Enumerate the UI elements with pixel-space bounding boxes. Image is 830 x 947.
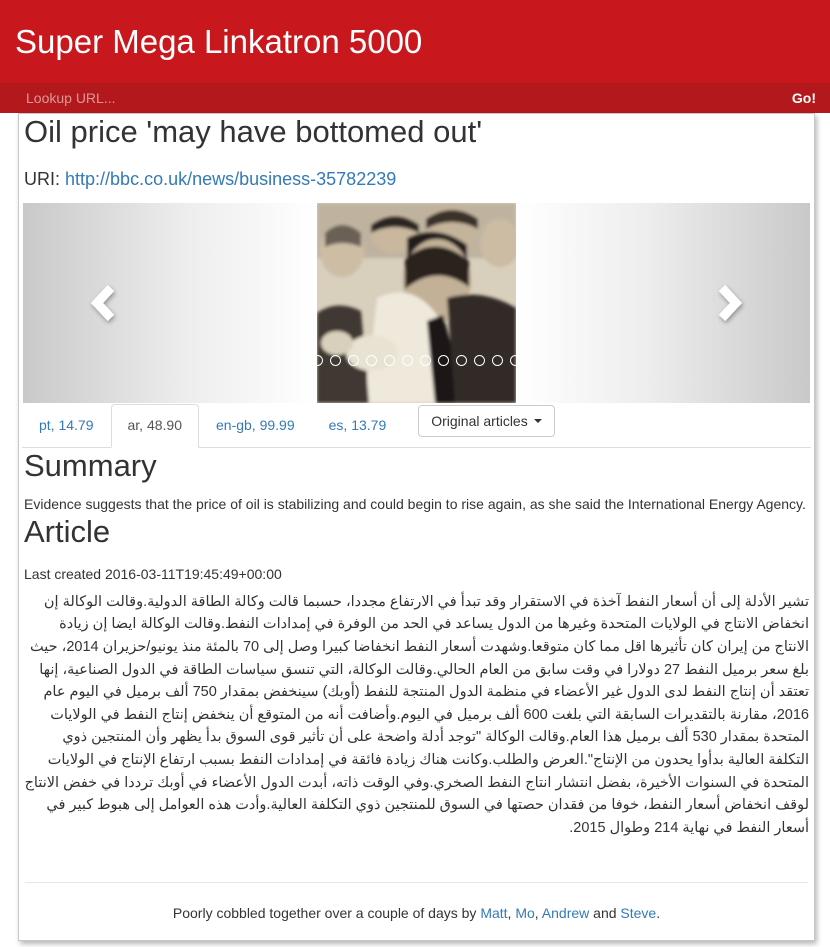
original-articles-label: Original articles: [431, 413, 528, 429]
language-tabs: [22, 404, 811, 448]
footer-divider: [25, 882, 808, 883]
footer-separator: ,: [507, 905, 516, 922]
footer-credits: [22, 905, 811, 921]
chevron-right-icon: [716, 283, 744, 323]
carousel-dot[interactable]: [312, 355, 323, 366]
url-lookup-input[interactable]: [18, 90, 776, 106]
original-articles-dropdown[interactable]: [418, 405, 554, 437]
carousel-dot[interactable]: [366, 355, 377, 366]
footer-prefix: Poorly cobbled together over a couple of days by: [172, 905, 481, 922]
uri-line: [24, 169, 809, 190]
app-header: [0, 0, 830, 83]
summary-heading: Summary: [24, 447, 157, 483]
article-title: Oil price 'may have bottomed out': [24, 114, 483, 149]
carousel-dot[interactable]: [456, 355, 467, 366]
image-carousel: [23, 203, 810, 403]
tab-pt[interactable]: pt, 14.79: [39, 417, 94, 433]
article-section-heading: Article: [24, 513, 111, 549]
carousel-dot[interactable]: [330, 355, 341, 366]
carousel-dot[interactable]: [348, 355, 359, 366]
carousel-dot[interactable]: [384, 355, 395, 366]
footer-link-mo[interactable]: Mo: [515, 905, 535, 922]
article-uri-link[interactable]: http://bbc.co.uk/news/business-35782239: [65, 169, 397, 189]
footer-link-andrew[interactable]: Andrew: [541, 905, 590, 922]
footer-link-steve[interactable]: Steve: [620, 905, 657, 922]
carousel-indicators: [23, 355, 810, 366]
article-photo: [317, 203, 516, 403]
footer-separator: and: [589, 905, 621, 922]
summary-text: Evidence suggests that the price of oil is stabilizing and could begin to rise again, as she said the International Energy Agency.: [24, 495, 806, 512]
carousel-dot[interactable]: [438, 355, 449, 366]
footer-link-matt[interactable]: Matt: [480, 905, 508, 922]
footer-separator: ,: [534, 905, 542, 922]
carousel-dot[interactable]: [402, 355, 413, 366]
carousel-dot[interactable]: [420, 355, 431, 366]
footer-suffix: .: [656, 905, 661, 922]
tab-en-gb[interactable]: en-gb, 99.99: [216, 417, 295, 433]
go-button[interactable]: Go!: [776, 90, 816, 106]
app-title: Super Mega Linkatron 5000: [15, 22, 423, 60]
tab-ar[interactable]: ar, 48.90: [111, 404, 200, 448]
url-lookup-bar: [0, 83, 830, 113]
carousel-dot[interactable]: [474, 355, 485, 366]
article-body-arabic: تشير الأدلة إلى أن أسعار النفط آخذة في الاستقرار وقد تبدأ في الارتفاع مجددا، حسبما قالت وكالة الطاقة الدولية.وقالت الوكالة إن انخفاض الانتاج في الولايات المتحدة وغيرها من الدول يساعد في الحد من الوفرة في إمدادات النفط.وقالت الوكالة ايضا إن زيادة الانتاج من إيران كان تأثيرها اقل مما كان متوقعا.وشهدت أسعار النفط انخفاضا كبيرا وصل إلى 70 بالمئة منذ يونيو/حزيران 2014، حيث بلغ سعر برميل النفط 27 دولارا في وقت سابق من العام الحالي.وقالت الوكالة، التي تنسق سياسات الطاقة في الدول الصناعية، إنها تعتقد أن إنتاج النفط لدى الدول غير الأعضاء في منظمة الدول المنتجة للنفط (أوبك) سينخفض بمقدار 750 ألف برميل في اليوم عام 2016، مقارنة بالتقديرات السابقة التي بلغت 600 ألف برميل في اليوم.وأضافت أنه من المتوقع أن ينخفض إنتاج النفط في الولايات المتحدة بمقدار 530 ألف برميل هذا العام.وقالت الوكالة "توجد أدلة واضحة على أن تأثير قوى السوق بدأ يظهر وأن المنتجين ذوي التكلفة العالية بدأوا يحدون من الإنتاج".العرض والطلب.وكانت هناك زيادة فائقة في إمدادات النفط بسبب ارتفاع الإنتاج في الولايات المتحدة في السنوات الأخيرة، بفضل انتشار انتاج النفط الصخري.وفي الوقت ذاته، أبدت الدول الأعضاء في أوبك ترددا في خفض الانتاج لوقف انخفاض أسعار النفط، خوفا من فقدان حصتها في السوق للمنتجين ذوي التكلفة العالية.وأدت هذه العوامل إلى هبوط كبير في أسعار النفط في نهاية 214 وطوال 2015.: [24, 593, 809, 836]
chevron-left-icon: [89, 283, 117, 323]
caret-down-icon: [534, 419, 542, 423]
content-panel: [18, 113, 815, 941]
last-created-timestamp: Last created 2016-03-11T19:45:49+00:00: [24, 565, 282, 582]
tab-es[interactable]: es, 13.79: [328, 417, 387, 433]
uri-label: URI:: [24, 169, 60, 189]
carousel-next-button[interactable]: [670, 203, 790, 403]
carousel-dot[interactable]: [492, 355, 503, 366]
carousel-dot[interactable]: [510, 355, 521, 366]
carousel-prev-button[interactable]: [43, 203, 163, 403]
